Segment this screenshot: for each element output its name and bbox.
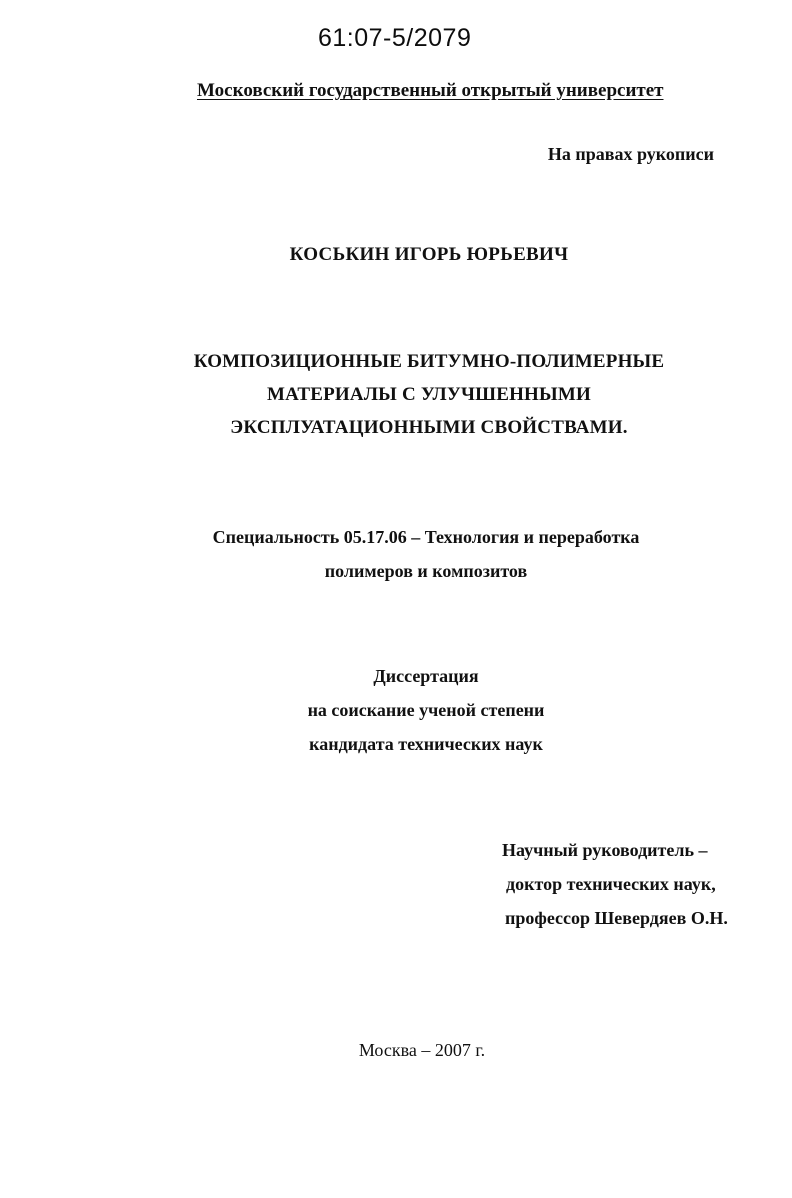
- supervisor-line: профессор Шевердяев О.Н.: [505, 908, 728, 928]
- degree-line: на соискание ученой степени: [307, 700, 545, 720]
- catalog-number: 61:07-5/2079: [318, 24, 472, 52]
- university-name: Московский государственный открытый университет: [197, 80, 664, 101]
- supervisor-block: [502, 833, 728, 935]
- supervisor-line: доктор технических наук,: [506, 874, 716, 894]
- author-name: КОСЬКИН ИГОРЬ ЮРЬЕВИЧ: [289, 244, 569, 265]
- city-year: Москва – 2007 г.: [358, 1040, 486, 1060]
- title-line: ЭКСПЛУАТАЦИОННЫМИ СВОЙСТВАМИ.: [230, 417, 628, 438]
- dissertation-title: [0, 345, 792, 444]
- title-line: МАТЕРИАЛЫ С УЛУЧШЕННЫМИ: [266, 384, 592, 405]
- manuscript-rights-note: На правах рукописи: [547, 144, 714, 164]
- specialty-block: [0, 520, 792, 588]
- degree-block: [0, 659, 792, 761]
- title-line: КОМПОЗИЦИОННЫЕ БИТУМНО-ПОЛИМЕРНЫЕ: [193, 351, 665, 372]
- specialty-line: полимеров и композитов: [324, 561, 528, 581]
- specialty-line: Специальность 05.17.06 – Технология и переработка: [212, 527, 640, 547]
- degree-line: кандидата технических наук: [309, 734, 543, 754]
- degree-line: Диссертация: [373, 666, 479, 686]
- supervisor-line: Научный руководитель –: [502, 840, 708, 860]
